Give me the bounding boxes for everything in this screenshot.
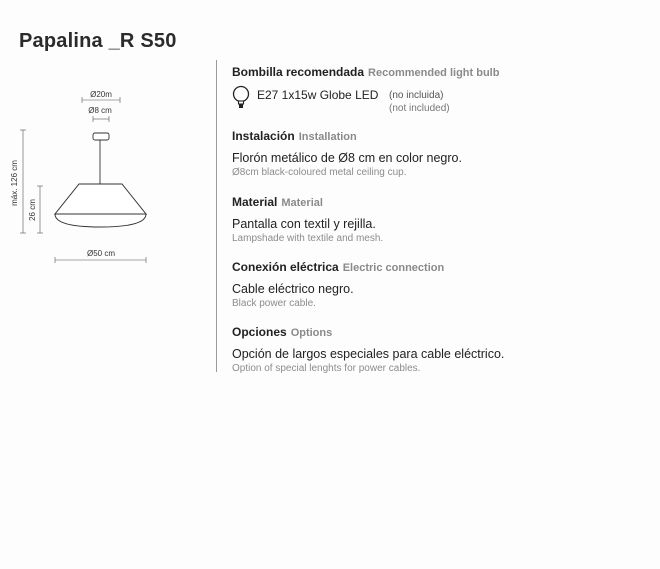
lamp-shade	[55, 184, 146, 214]
bulb-heading-es: Bombilla recomendada	[232, 65, 365, 79]
dim-cup-diameter-label: Ø8 cm	[88, 106, 112, 115]
section-options	[232, 325, 504, 374]
lamp-shade-bottom	[55, 214, 146, 227]
options-text-es: Opción de largos especiales para cable eléctrico.	[232, 347, 505, 361]
installation-text-es: Florón metálico de Ø8 cm en color negro.	[232, 151, 462, 165]
connection-heading	[232, 260, 444, 274]
section-bulb	[232, 65, 499, 117]
material-text-en: Lampshade with textile and mesh.	[232, 233, 384, 244]
installation-heading	[232, 129, 462, 143]
vertical-divider	[216, 60, 217, 372]
dim-max-height-label: máx. 126 cm	[10, 160, 19, 206]
bulb-note-es: (no incluida)	[389, 90, 444, 101]
bulb-spec: E27 1x15w Globe LED	[257, 88, 379, 102]
material-heading	[232, 195, 383, 209]
installation-heading-es: Instalación	[232, 129, 295, 143]
installation-heading-en: Installation	[298, 131, 357, 143]
connection-heading-es: Conexión eléctrica	[232, 260, 339, 274]
material-heading-es: Material	[232, 195, 278, 209]
options-heading-en: Options	[290, 327, 333, 339]
dim-shade-height-label: 26 cm	[28, 199, 37, 221]
product-title: Papalina _R S50	[19, 30, 177, 52]
bulb-heading-en: Recommended light bulb	[368, 67, 500, 79]
bulb-heading	[232, 65, 499, 79]
material-heading-en: Material	[281, 197, 323, 209]
light-bulb-icon	[232, 85, 250, 111]
bulb-spec-row	[232, 85, 499, 117]
ceiling-cup	[93, 133, 109, 140]
connection-heading-en: Electric connection	[342, 262, 445, 274]
connection-text-en: Black power cable.	[232, 298, 316, 309]
section-installation	[232, 129, 462, 178]
options-heading-es: Opciones	[232, 325, 287, 339]
material-text-es: Pantalla con textil y rejilla.	[232, 217, 376, 231]
options-heading	[232, 325, 504, 339]
options-text-en: Option of special lenghts for power cables.	[232, 363, 421, 374]
dim-shade-diameter-label: Ø50 cm	[86, 249, 116, 258]
installation-text-en: Ø8cm black-coloured metal ceiling cup.	[232, 167, 407, 178]
dim-top-diameter-label: Ø20m	[90, 90, 112, 99]
section-connection	[232, 260, 444, 309]
lamp-technical-drawing	[0, 0, 200, 290]
section-material	[232, 195, 383, 244]
connection-text-es: Cable eléctrico negro.	[232, 282, 354, 296]
bulb-note-en: (not included)	[389, 103, 450, 114]
